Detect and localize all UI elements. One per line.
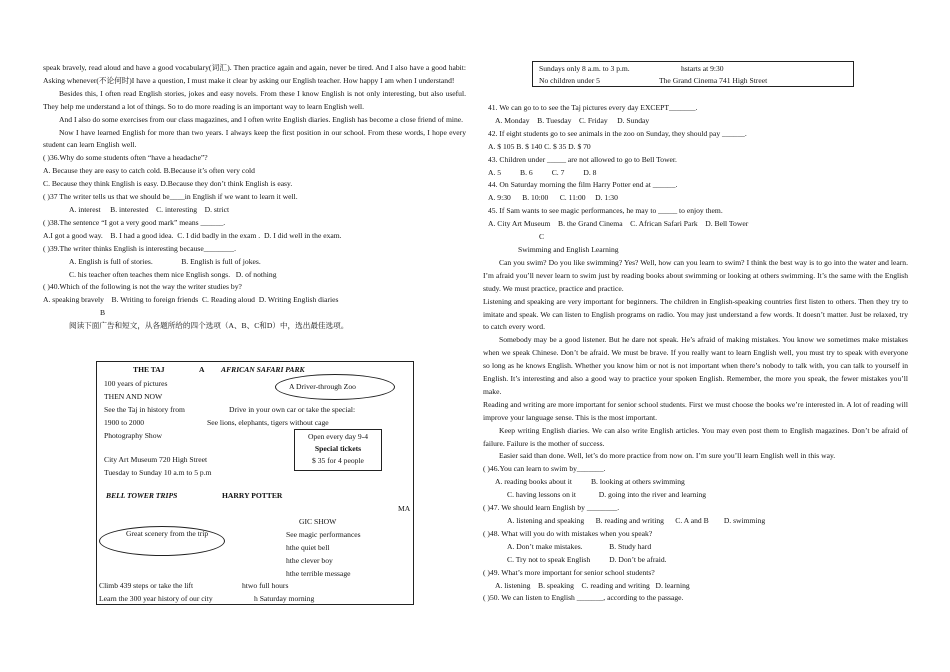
right-column — [483, 102, 908, 605]
question-45-options: A. City Art Museum B. the Grand Cinema C. African Safari Park D. Bell Tower — [488, 219, 749, 229]
taj-title: THE TAJ — [133, 365, 165, 374]
question-41: 41. We can go to to see the Taj pictures every day EXCEPT_______. — [488, 103, 698, 112]
drive-through-label: A Driver-through Zoo — [289, 382, 356, 391]
ad-continuation-box — [532, 61, 854, 87]
question-40: ( )40.Which of the following is not the way the writer studies by? — [43, 282, 242, 292]
question-40-answer: B — [100, 308, 106, 318]
advertisement-box — [96, 361, 414, 605]
passage-paragraph: Keep writing English diaries. We can also write English articles. You may even post them to English magazines. Don’t be afraid of failure. Failure is the mother of success. — [483, 425, 908, 448]
passage-paragraph: Can you swim? Do you like swimming? Yes? Well, how can you learn to swim? I think the best way is to go into the water and learn. I’m afraid you’ll never learn to swim just by reading books about swimming or looking at others swimming. It’s the same with the English study. We must practice, practice and practice. — [483, 257, 908, 293]
passage-paragraph: Besides this, I often read English stories, jokes and easy novels. From these I know English is not only interesting, but also useful. They help me understand a lot of things. So to do more reading is an important way to learn English well. — [43, 88, 466, 111]
question-43-options: A. 5 B. 6 C. 7 D. 8 — [488, 167, 597, 177]
magic-line: hthe quiet bell — [286, 543, 330, 552]
question-47-options: A. listening and speaking B. reading and writing C. A and B D. swimming — [507, 516, 766, 525]
magic-line: hthe clever boy — [286, 556, 333, 565]
taj-line: See the Taj in history from — [104, 405, 185, 414]
topbox-cell: Sundays only 8 a.m. to 3 p.m. — [539, 64, 630, 73]
hp-line: h Saturday morning — [254, 594, 315, 603]
section-instruction: 阅读下面广告和短文，从各题所给的四个选项（A、B、C和D）中，选出最佳选项。 — [69, 321, 349, 331]
topbox-cell: hstarts at 9:30 — [681, 64, 724, 73]
question-36-options-cd: C. Because they think English is easy. D.Because they don’t think English is easy. — [43, 179, 293, 189]
question-38: ( )38.The sentence “I got a very good mark” means ______. — [43, 217, 226, 227]
magic-line: See magic performances — [286, 530, 361, 539]
question-44-options: A. 9:30 B. 10:00 C. 11:00 D. 1:30 — [488, 193, 618, 203]
question-39-options-ab: A. English is full of stories. B. English is full of jokes. — [69, 256, 261, 266]
safari-line: Drive in your own car or take the special: — [229, 405, 356, 414]
question-37: ( )37 The writer tells us that we should be____in English if we want to learn it well. — [43, 192, 298, 202]
question-39: ( )39.The writer thinks English is interesting because________. — [43, 243, 236, 253]
question-45: 45. If Sam wants to see magic performances, he may to _____ to enjoy them. — [488, 206, 723, 216]
question-36-options-ab: A. Because they are easy to catch cold. B.Because it’s often very cold — [43, 166, 255, 176]
topbox-cell: The Grand Cinema 741 High Street — [659, 76, 768, 85]
harry-potter-title: HARRY POTTER — [222, 491, 283, 500]
question-42: 42. If eight students go to see animals in the zoo on Sunday, they should pay ______. — [488, 128, 747, 138]
question-39-options-cd: C. his teacher often teaches them nice English songs. D. of nothing — [69, 269, 277, 279]
question-45-answer: C — [539, 232, 545, 242]
scenery-oval — [99, 526, 225, 556]
safari-title: AFRICAN SAFARI PARK — [221, 365, 305, 374]
magic-ma: MA — [398, 504, 411, 513]
question-46-options-cd: C. having lessons on it D. going into the river and learning — [507, 490, 707, 500]
question-43: 43. Children under _____ are not allowed to go to Bell Tower. — [488, 154, 677, 164]
bell-line: Climb 439 steps or take the lift — [99, 581, 194, 590]
passage-paragraph: Listening and speaking are very important for beginners. The children in English-speaking countries first listen to others. Then they try to imitate and speak. We can listen to English programs on radio. You may just understand a few words. It doesn’t matter. Just be relaxed, try to catch every word. — [483, 296, 908, 332]
bell-line: Learn the 300 year history of our city — [99, 594, 213, 603]
taj-line: Photography Show — [104, 431, 163, 440]
question-49: ( )49. What’s more important for senior school students? — [483, 567, 655, 577]
question-46-options-ab: A. reading books about it B. looking at others swimming — [495, 477, 685, 487]
question-37-options: A. interest B. interested C. interesting D. strict — [69, 204, 230, 214]
question-41-options: A. Monday B. Tuesday C. Friday D. Sunday — [495, 115, 650, 125]
passage-paragraph: Easier said than done. Well, let’s do more practice from now on. I’m sure you’ll learn English well in this way. — [499, 451, 836, 461]
question-48-options-cd: C. Try not to speak English D. Don’t be afraid. — [507, 554, 667, 564]
taj-line: 1900 to 2000 — [104, 418, 145, 427]
question-44: 44. On Saturday morning the film Harry Potter end at ______. — [488, 180, 678, 190]
taj-line: 100 years of pictures — [104, 379, 168, 388]
ad-a-label: A — [199, 365, 205, 374]
open-hours: Open every day 9-4 — [307, 432, 369, 441]
question-47: ( )47. We should learn English by ________. — [483, 503, 620, 513]
passage-paragraph: Reading and writing are more important for senior school students. First we must choose the books we’re interested in. A lot of reading will improve your language sense. This is the most important. — [483, 399, 908, 422]
special-tickets-box — [294, 429, 382, 471]
question-42-options: A. $ 105 B. $ 140 C. $ 35 D. $ 70 — [488, 141, 591, 151]
left-column — [43, 62, 466, 333]
passage-paragraph: And I also do some exercises from our class magazines, and I often write English diaries. English has become a close friend of mine. — [59, 114, 464, 124]
question-40-options: A. speaking bravely B. Writing to foreign friends C. Reading aloud D. Writing English diaries — [43, 295, 339, 305]
hp-line: htwo full hours — [242, 581, 289, 590]
question-49-options: A. listening B. speaking C. reading and writing D. learning — [495, 580, 690, 590]
question-46: ( )46.You can learn to swim by_______. — [483, 464, 606, 474]
passage-paragraph: Somebody may be a good listener. But he dare not speak. He’s afraid of making mistakes. You know we sometimes make mistakes when we speak Chinese. Don’t be afraid. We must be brave. If you really want to learn English well, you must try to speak with everyone so long as he knows English. Whether you know him or not is not important when there’s nobody to talk with, you can talk to yourself in English. It’s interesting and also a good way to practice your spoken English. Remember, the more you speak, the fewer mistakes you’ll make. — [483, 335, 908, 396]
passage-title: Swimming and English Learning — [518, 244, 619, 254]
taj-line: Tuesday to Sunday 10 a.m to 5 p.m — [104, 468, 212, 477]
taj-line: THEN AND NOW — [104, 392, 163, 401]
taj-line: City Art Museum 720 High Street — [104, 455, 208, 464]
passage-paragraph: speak bravely, read aloud and have a good vocabulary(词汇). Then practice again and again, never be tired. And I also have a good habit: Asking whenever(不论何时)I have a question, I must make it clear by asking our English teacher. How happy I am when I understand! — [43, 63, 466, 85]
question-48: ( )48. What will you do with mistakes when you speak? — [483, 528, 653, 538]
question-36: ( )36.Why do some students often “have a headache”? — [43, 153, 208, 163]
passage-paragraph: Now I have learned English for more than two years. I always keep the first position in our school. From these words, I hope every student can learn English well. — [43, 127, 466, 150]
safari-line: See lions, elephants, tigers without cage — [207, 418, 329, 427]
magic-gic-show: GIC SHOW — [299, 517, 337, 526]
bell-tower-title: BELL TOWER TRIPS — [106, 491, 178, 500]
question-50: ( )50. We can listen to English _______, according to the passage. — [483, 593, 684, 603]
scenery-label: Great scenery from the trip — [126, 529, 209, 538]
magic-line: hthe terrible message — [286, 569, 351, 578]
ticket-price: $ 35 for 4 people — [312, 456, 364, 465]
question-38-options: A.I got a good way. B. I had a good idea. C. I did badly in the exam . D. I did well in the exam. — [43, 230, 342, 240]
topbox-cell: No children under 5 — [539, 76, 600, 85]
special-tickets-label: Special tickets — [314, 444, 362, 453]
question-48-options-ab: A. Don’t make mistakes. B. Study hard — [507, 541, 652, 551]
drive-through-oval — [275, 374, 395, 400]
